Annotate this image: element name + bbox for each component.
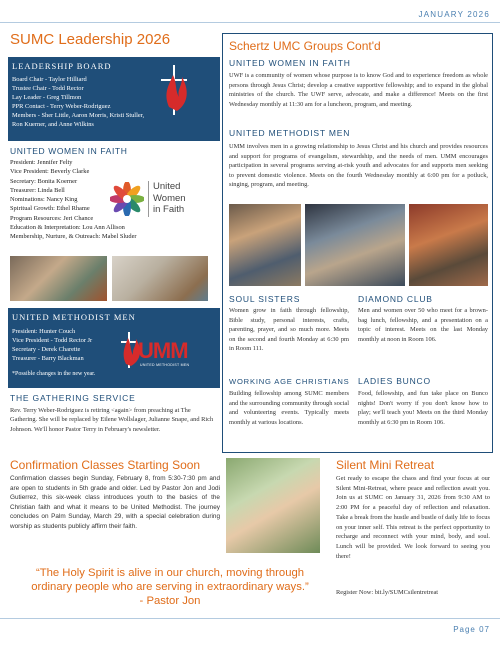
umm-officer: Vice President - Todd Rector Jr [12,337,93,345]
soul-sisters-text: Women grow in faith through fellowship, Bible study, personal interests, crafts, parenting, prayer, and so much more. Meets on the second and fourth Monday at 6:30 pm in Room 111. [229,307,349,352]
page-number: Page 07 [453,625,490,634]
diamond-club-text: Men and women over 50 who meet for a brown-bag lunch, fellowship, and a presentation on a topic of interest. Meets on the last Monday monthly at noon in Room 106. [358,307,488,343]
uwf-luncheon-photo [112,256,208,301]
uwf-logo-divider [148,181,149,217]
pastor-quote [30,566,310,608]
uwf-officer: Secretary: Bonita Koerner [10,177,78,185]
ladies-bunco-text: Food, fellowship, and fun take place on Bunco nights! Don't worry if you don't know how to play; we'll teach you! Meets on the third Monday monthly at 6:30 pm in Room 106. [358,390,488,426]
board-member: Board Chair - Taylor Hilliard [12,76,87,83]
uwf-officer: Treasurer: Linda Bell [10,186,65,194]
uwf-group-text: UWF is a community of women whose purpose is to know God and to experience freedom as whole persons through Jesus Christ; develop a creative supportive fellowship; and to expand in the global ministries of the church. The UWF serve, advocate, and make a difference! Meets on the first Wednesday monthly at 11:30 am for a luncheon, program, and meeting. [229,72,488,108]
uwf-logo [110,181,210,217]
umm-logo-letters: UMM [138,338,188,363]
uwf-officer: Vice President: Beverly Clarke [10,168,90,176]
retreat-text: Get ready to escape the chaos and find your focus at our Silent Mini-Retreat, where peace and reflection await you. Join us at SUMC on January 31, 2026 from 9:30 AM to 2:00 PM for a peaceful day of reflection and relaxation. Take a break from the hustle and bustle of daily life to focus on your inner self. This retreat is the perfect opportunity to recharge and reconnect with your mind, body, and soul. Lunch will be provided. We look forward to seeing you there! [336,475,490,560]
issue-date: JANUARY 2026 [418,10,490,19]
confirmation-text: Confirmation classes begin Sunday, February 8, from 5:30-7:30 pm and are open to students in 5th grade and older. Led by Pastor Jon and Jodi Gutierrez, this six-week class introduces youth to the basics of the Christian faith and what it means to be United Methodist. The journey concludes on Palm Sunday, March 29, with a special celebration during worship as students publicly affirm their faith. [10,475,220,530]
umm-officer: President: Hunter Couch [12,328,76,335]
retreat-register-link[interactable]: Register Now: bit.ly/SUMCsilentretreat [336,589,439,596]
groups-title: Schertz UMC Groups Cont'd [229,39,381,53]
umm-group-text: UMM involves men in a growing relationship to Jesus Christ and his church and provides resources and support for programs of evangelism, stewardship, and the needs of men. UMM encourages participation in several programs serving at-risk youth and advocates for and supports men seeking to prevent domestic violence. Meets on the fourth Wednesday monthly at 6:00 pm for a potluck, singing, program, and meeting. [229,143,488,188]
uwf-officer: President: Jennifer Felty [10,159,73,166]
uwf-officer: Education & Interpretation: Lou Ann Allison [10,224,125,232]
diamond-club-heading: DIAMOND CLUB [358,294,433,304]
uwf-logo-line: United [153,181,181,192]
ladies-bunco-heading: LADIES BUNCO [358,376,431,386]
bunco-photo [409,204,488,286]
footer-divider [0,618,500,619]
uwf-logo-line: Women [153,192,186,204]
board-member: Members - Sher Little, Aaron Morris, Kristi Stuller, [12,112,145,120]
umm-logo-sub: UNITED METHODIST MEN [140,363,190,367]
uwf-flower-icon [110,182,144,216]
header-divider [0,22,500,23]
board-member: Lay Leader - Greg Tillmon [12,94,82,102]
quote-line: “The Holy Spirit is alive in our church, moving through [35,567,305,579]
board-member: Ron Kuerner, and Anne Wilkins [12,121,94,129]
quote-attribution: - Pastor Jon [139,595,201,607]
working-age-heading: WORKING AGE CHRISTIANS [229,377,350,386]
leadership-board-heading: LEADERSHIP BOARD [12,61,112,71]
soul-sisters-photo [229,204,301,286]
umm-officer: Secretary - Derek Charette [12,346,81,354]
quote-line: ordinary people who are serving in extraordinary ways.” [31,581,309,593]
uwf-officer: Program Resources: Jeri Chance [10,214,94,222]
uwf-group-photo [10,256,107,301]
uwf-officers-list [10,158,137,242]
working-age-text: Building fellowship among SUMC members and the surrounding community through social and volunteering events. Typically meets monthly at various locations. [229,390,349,426]
umm-note: *Possible changes in the new year. [12,371,96,378]
soul-sisters-heading: SOUL SISTERS [229,294,301,304]
gathering-text: Rev. Terry Weber-Rodriguez is retiring <again> from preaching at The Gathering. She will be replaced by Eilene Wollslager, Julianne Snape, and Rich Johnson. We'll honor Pastor Terry in February's newsletter. [10,407,214,433]
uwf-logo-line: in Faith [153,204,185,215]
uwf-group-heading: UNITED WOMEN IN FAITH [229,58,351,68]
umm-group-heading: UNITED METHODIST MEN [229,128,351,138]
choir-photo [305,204,405,286]
confirmation-title: Confirmation Classes Starting Soon [10,458,201,472]
umm-officers-heading: UNITED METHODIST MEN [12,312,136,322]
board-member: PPR Contact - Terry Weber-Rodriguez [12,103,111,111]
gathering-heading: THE GATHERING SERVICE [10,393,136,403]
uwf-officer: Spiritual Growth: Ethel Rhame [10,205,90,213]
cross-and-flame-icon [155,63,195,117]
board-member: Trustee Chair - Todd Rector [12,85,84,93]
uwf-officer: Nominations: Nancy King [10,196,78,204]
umm-officer: Treasurer - Barry Blackman [12,355,84,363]
leadership-title: SUMC Leadership 2026 [10,31,171,48]
retreat-title: Silent Mini Retreat [336,458,435,472]
uwf-officer: Membership, Nurture, & Outreach: Mabel Sluder [10,233,137,241]
child-photo [226,458,320,553]
uwf-officers-heading: UNITED WOMEN IN FAITH [10,146,128,156]
umm-logo [118,330,210,370]
